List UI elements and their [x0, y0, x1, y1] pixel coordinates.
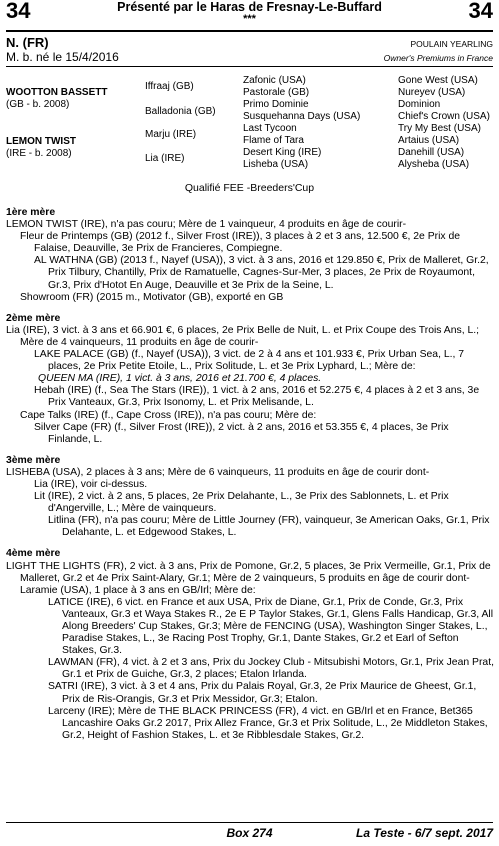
pedigree-rule — [6, 66, 493, 67]
gen3-1: Zafonic (USA) — [243, 75, 306, 86]
produce-line: LATICE (IRE), 6 vict. en France et aux USA, Prix de Diane, Gr.1, Prix de Conde, Gr.3, Prix Vanteaux, Gr.3 et Waya Stakes R., 2e E P Taylor Stakes, Gr.1, Glens Falls Handicap, Gr.3, All Along Breeders' Cup Stakes, Gr.3; Mère de FENCING (USA), Washington Singer Stakes, L., Paradise Stakes, L., 3e Racing Post Trophy, Gr.1, Dante Stakes, Gr.2 et Earl of Sefton Stakes, Gr.3. — [48, 596, 494, 657]
produce-line: QUEEN MA (IRE), 1 vict. à 3 ans, 2016 et 21.700 €, 4 places. — [38, 373, 322, 385]
gen4-4: Chief's Crown (USA) — [398, 111, 490, 122]
sale-category: POULAIN YEARLING — [410, 39, 493, 49]
produce-line: Silver Cape (FR) (f., Silver Frost (IRE)), 2 vict. à 2 ans, 2016 et 53.355 €, 4 places, 3e Prix Finlande, L. — [34, 421, 449, 445]
first-dam-line: LEMON TWIST (IRE), n'a pas couru; Mère de 1 vainqueur, 4 produits en âge de courir- — [6, 219, 407, 231]
gen4-2: Nureyev (USA) — [398, 87, 466, 98]
sale-venue-date: La Teste - 6/7 sept. 2017 — [356, 826, 493, 840]
fourth-dam-line: LIGHT THE LIGHTS (FR), 2 vict. à 3 ans, Prix de Pomone, Gr.2, 5 places, 3e Prix Vermeille, Gr.1, Prix de Malleret, Gr.2 et 4e Prix Saint-Alary, Gr.1; Mère de 2 vainqueurs, 5 produits en âge de courir dont- — [6, 560, 491, 584]
gen3-7: Desert King (IRE) — [243, 147, 322, 158]
gen3-5: Last Tycoon — [243, 123, 297, 134]
produce-line: LAWMAN (FR), 4 vict. à 2 et 3 ans, Prix du Jockey Club - Mitsubishi Motors, Gr.1, Prix Jean Prat, Gr.1 et Prix de Guiche, Gr.3, 2 places; Etalon Irlanda. — [48, 657, 494, 681]
produce-line: LAKE PALACE (GB) (f., Nayef (USA)), 3 vict. de 2 à 4 ans et 101.933 €, Prix Urban Sea, L., 7 places, 2e Prix Petite Etoile, L., Prix Solitude, L. et 3e Prix Lyphard, L.; Mère de: — [34, 349, 465, 373]
gen3-3: Primo Dominie — [243, 99, 309, 110]
horse-name: N. (FR) — [6, 35, 49, 50]
gen4-6: Artaius (USA) — [398, 135, 460, 146]
gen4-1: Gone West (USA) — [398, 75, 478, 86]
produce-line: Cape Talks (IRE) (f., Cape Cross (IRE)), n'a pas couru; Mère de: — [20, 409, 317, 421]
produce-line: Litlina (FR), n'a pas couru; Mère de Little Journey (FR), vainqueur, 3e American Oaks, Gr.1, Prix Delahante, L. et Edgewood Stakes, L. — [48, 515, 490, 539]
granddam-sire-side: Balladonia (GB) — [145, 106, 216, 117]
produce-line: SATRI (IRE), 3 vict. à 3 et 4 ans, Prix du Palais Royal, Gr.3, 2e Prix Maurice de Gheest, Gr.1, Prix de Ris-Orangis, Gr.3 et Prix Messidor, Gr.3; Etalon. — [48, 681, 477, 705]
lot-number-left: 34 — [6, 0, 31, 23]
sire-name: WOOTTON BASSETT — [6, 87, 108, 98]
damsire: Marju (IRE) — [145, 129, 197, 140]
title-stars: *** — [243, 13, 256, 25]
consignor-title: Présenté par le Haras de Fresnay-Le-Buffard — [117, 0, 382, 14]
box-number: Box 274 — [226, 826, 273, 840]
owners-premiums: Owner's Premiums in France — [383, 53, 493, 63]
produce-line: Showroom (FR) (2015 m., Motivator (GB), exporté en GB — [20, 291, 284, 303]
second-dam-heading: 2ème mère — [6, 312, 61, 324]
pedigree-table — [6, 75, 496, 175]
produce-line: Lit (IRE), 2 vict. à 2 ans, 5 places, 2e Prix Delahante, L., 3e Prix des Sablonnets, L. et Prix d'Angerville, L.; Mère de vainqueurs. — [34, 491, 449, 515]
family-notes — [6, 207, 494, 742]
gen4-8: Alysheba (USA) — [398, 159, 470, 170]
horse-description: M. b. né le 15/4/2016 — [6, 50, 119, 64]
page-footer — [0, 826, 499, 844]
third-dam-line: LISHEBA (USA), 2 places à 3 ans; Mère de 6 vainqueurs, 11 produits en âge de courir dont- — [6, 466, 430, 478]
gen3-2: Pastorale (GB) — [243, 87, 310, 98]
first-dam-heading: 1ère mère — [6, 207, 56, 218]
header-rule — [6, 30, 493, 32]
gen3-6: Flame of Tara — [243, 135, 304, 146]
produce-line: Lia (IRE), voir ci-dessus. — [34, 478, 148, 490]
produce-line: AL WATHNA (GB) (2013 f., Nayef (USA)), 3 vict. à 3 ans, 2016 et 129.850 €, Prix de Malleret, Gr.2, Prix Tilbury, Chantilly, Prix de Ramatuelle, Cagnes-Sur-Mer, 3 places, 2e Prix de Royaumont, Gr.3, Prix d'Hotot En Auge, Deauville et 3e Prix de la Seine, L. — [34, 255, 489, 291]
lot-number-right: 34 — [468, 0, 493, 23]
gen3-8: Lisheba (USA) — [243, 159, 309, 170]
gen4-7: Danehill (USA) — [398, 147, 465, 158]
gen3-4: Susquehanna Days (USA) — [243, 111, 361, 122]
gen4-5: Try My Best (USA) — [398, 123, 481, 134]
catalogue-header — [0, 0, 499, 28]
grandsire: Iffraaj (GB) — [145, 81, 194, 92]
sire-info: (GB - b. 2008) — [6, 99, 70, 110]
third-dam-heading: 3ème mère — [6, 454, 61, 466]
second-dam: Lia (IRE) — [145, 153, 185, 164]
second-dam-line: Lia (IRE), 3 vict. à 3 ans et 66.901 €, 6 places, 2e Prix Belle de Nuit, L. et Prix Coupe des Trois Ans, L.; Mère de 4 vainqueurs, 11 produits en âge de courir- — [6, 324, 480, 348]
dam-info: (IRE - b. 2008) — [6, 148, 72, 159]
gen4-3: Dominion — [398, 99, 441, 110]
produce-line: Laramie (USA), 1 place à 3 ans en GB/Irl; Mère de: — [20, 584, 256, 596]
dam-name: LEMON TWIST — [6, 136, 76, 147]
fourth-dam-heading: 4ème mère — [6, 548, 61, 560]
qualification-note: Qualifié FEE -Breeders'Cup — [184, 182, 315, 194]
produce-line: Fleur de Printemps (GB) (2012 f., Silver Frost (IRE)), 3 places à 2 et 3 ans, 12.500 €, 2e Prix de Falaise, Deauville, 3e Prix de Francieres, Compiegne. — [20, 231, 461, 255]
footer-rule — [6, 822, 493, 823]
produce-line: Larceny (IRE); Mère de THE BLACK PRINCESS (FR), 4 vict. en GB/Irl et en France, Bet365 Lancashire Oaks Gr.2 2017, Prix Allez France, Gr.3 et Prix Solitude, L., 2e Middleton Stakes, Gr.2, Height of Fashion Stakes, L. et 3e Ribblesdale Stakes, Gr.2. — [48, 705, 488, 741]
produce-line: Hebah (IRE) (f., Sea The Stars (IRE)), 1 vict. à 2 ans, 2016 et 52.275 €, 4 places à 2 et 3 ans, 3e Prix Vanteaux, Gr.3, Prix Isonomy, L. et Prix Melisande, L. — [34, 385, 480, 409]
